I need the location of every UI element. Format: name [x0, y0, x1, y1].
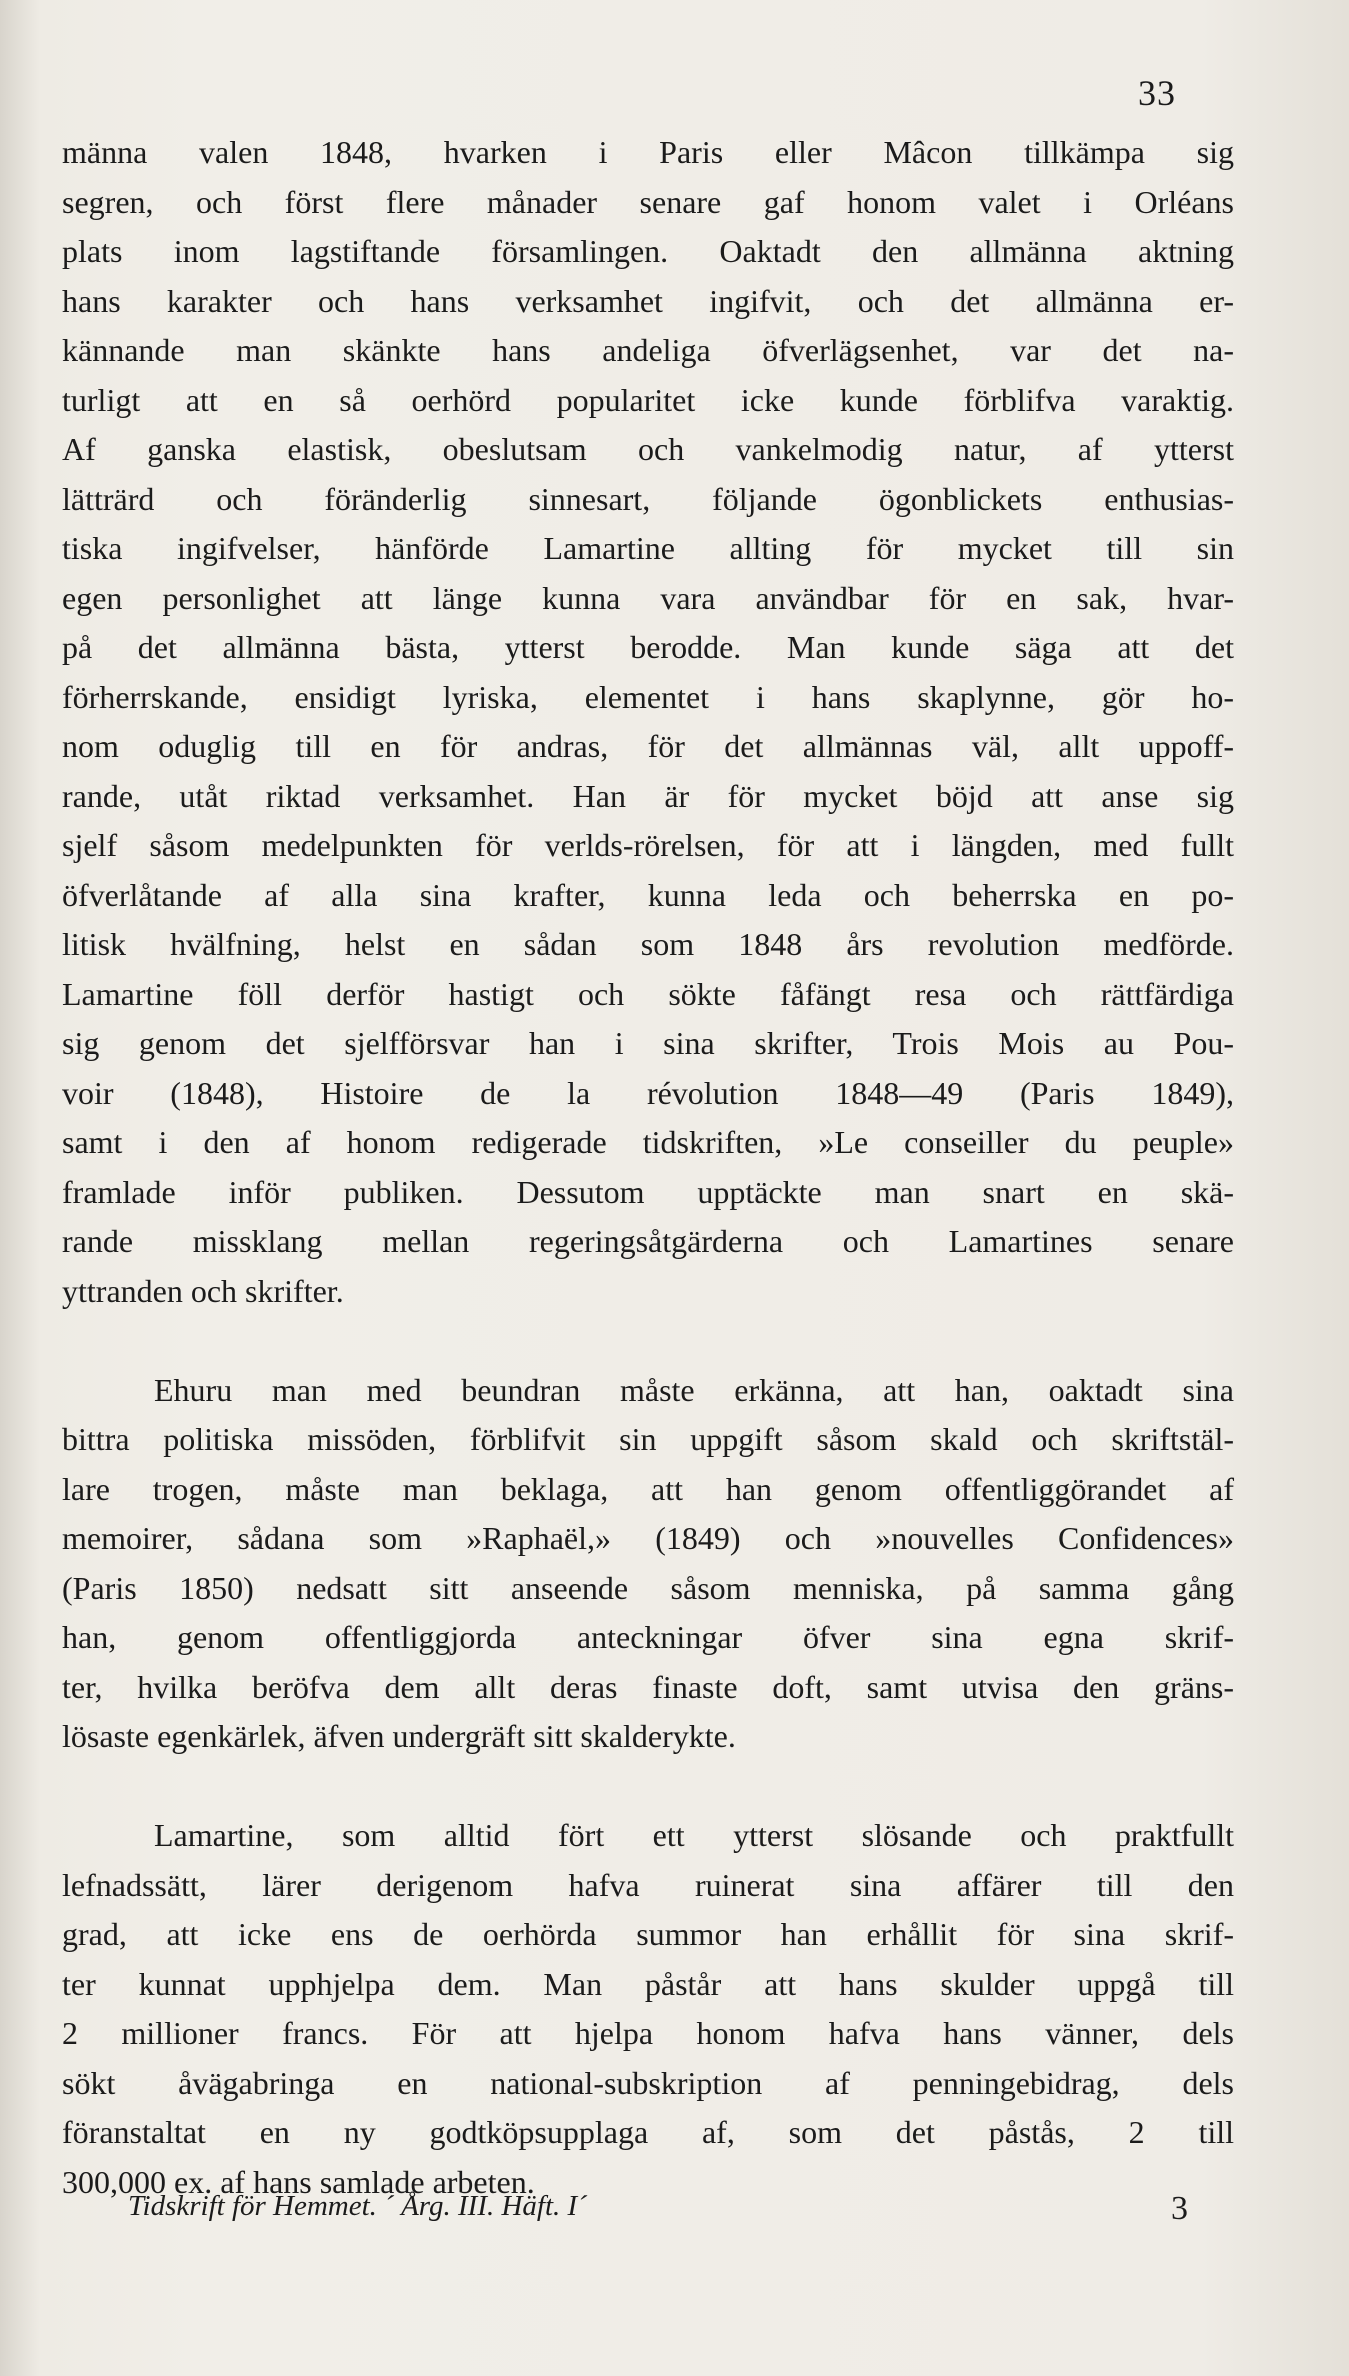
- text-line: männa valen 1848, hvarken i Paris eller Mâcon tillkämpa sig: [62, 134, 1234, 170]
- text-line: Lamartine föll derför hastigt och sökte fåfängt resa och rättfärdiga: [62, 975, 1234, 1012]
- text-line: rande missklang mellan regeringsåtgärderna och Lamartines senare: [62, 1223, 1234, 1259]
- text-line: Ehuru man med beundran måste erkänna, att han, oaktadt sina: [154, 1371, 1234, 1408]
- text-line: tiska ingifvelser, hänförde Lamartine allting för mycket till sin: [62, 530, 1234, 566]
- text-line: voir (1848), Histoire de la révolution 1848—49 (Paris 1849),: [62, 1074, 1234, 1111]
- text-line: memoirer, sådana som »Raphaël,» (1849) och »nouvelles Confidences»: [62, 1520, 1234, 1556]
- text-line: han, genom offentliggjorda anteckningar öfver sina egna skrif-: [62, 1619, 1234, 1655]
- text-line: framlade inför publiken. Dessutom upptäckte man snart en skä-: [62, 1173, 1234, 1210]
- text-line: föranstaltat en ny godtköpsupplaga af, som det påstås, 2 till: [62, 2114, 1234, 2150]
- page-number: 33: [1138, 73, 1176, 113]
- text-line: litisk hvälfning, helst en sådan som 1848 års revolution medförde.: [62, 926, 1234, 962]
- paragraph-3: [62, 1811, 1234, 2207]
- text-line: 300,000 ex. af hans samlade arbeten.: [62, 2163, 535, 2200]
- body-text: [62, 128, 1234, 2207]
- journal-signature: Tidskrift för Hemmet. ´ Årg. III. Häft. I´: [128, 2190, 587, 2222]
- text-line: förherrskande, ensidigt lyriska, elementet i hans skaplynne, gör ho-: [62, 678, 1234, 715]
- text-line: ter kunnat upphjelpa dem. Man påstår att hans skulder uppgå till: [62, 1965, 1234, 2002]
- text-line: lösaste egenkärlek, äfven undergräft sitt skalderykte.: [62, 1718, 736, 1754]
- text-line: plats inom lagstiftande församlingen. Oaktadt den allmänna aktning: [62, 233, 1234, 269]
- text-line: hans karakter och hans verksamhet ingifvit, och det allmänna er-: [62, 282, 1234, 319]
- text-line: samt i den af honom redigerade tidskriften, »Le conseiller du peuple»: [62, 1124, 1234, 1160]
- text-line: öfverlåtande af alla sina krafter, kunna leda och beherrska en po-: [62, 876, 1234, 913]
- text-line: nom oduglig till en för andras, för det allmännas väl, allt uppoff-: [62, 728, 1234, 764]
- text-line: Lamartine, som alltid fört ett ytterst slösande och praktfullt: [154, 1817, 1234, 1853]
- text-line: bittra politiska missöden, förblifvit sin uppgift såsom skald och skriftstäl-: [62, 1421, 1234, 1457]
- text-line: lefnadssätt, lärer derigenom hafva ruinerat sina affärer till den: [62, 1866, 1234, 1903]
- text-line: sökt åvägabringa en national-subskription af penningebidrag, dels: [62, 2064, 1234, 2101]
- text-line: grad, att icke ens de oerhörda summor han erhållit för sina skrif-: [62, 1916, 1234, 1952]
- text-line: 2 millioner francs. För att hjelpa honom hafva hans vänner, dels: [62, 2015, 1234, 2051]
- text-line: sig genom det sjelfförsvar han i sina skrifter, Trois Mois au Pou-: [62, 1025, 1234, 1061]
- text-line: på det allmänna bästa, ytterst berodde. Man kunde säga att det: [62, 629, 1234, 665]
- paragraph-1: [62, 128, 1234, 1316]
- text-line: (Paris 1850) nedsatt sitt anseende såsom menniska, på samma gång: [62, 1569, 1234, 1606]
- footer-line: [128, 2190, 1188, 2228]
- text-line: yttranden och skrifter.: [62, 1272, 344, 1309]
- text-line: lätträrd och föränderlig sinnesart, följande ögonblickets enthusias-: [62, 480, 1234, 517]
- paragraph-2: [62, 1366, 1234, 1762]
- text-line: lare trogen, måste man beklaga, att han genom offentliggörandet af: [62, 1470, 1234, 1507]
- text-line: sjelf såsom medelpunkten för verlds-rörelsen, för att i längden, med fullt: [62, 827, 1234, 863]
- text-line: kännande man skänkte hans andeliga öfverlägsenhet, var det na-: [62, 332, 1234, 368]
- text-line: Af ganska elastisk, obeslutsam och vankelmodig natur, af ytterst: [62, 431, 1234, 467]
- text-line: ter, hvilka beröfva dem allt deras finaste doft, samt utvisa den gräns-: [62, 1668, 1234, 1705]
- text-line: rande, utåt riktad verksamhet. Han är för mycket böjd att anse sig: [62, 777, 1234, 814]
- sheet-signature: 3: [1171, 2190, 1188, 2227]
- text-line: turligt att en så oerhörd popularitet icke kunde förblifva varaktig.: [62, 381, 1234, 418]
- text-line: segren, och först flere månader senare gaf honom valet i Orléans: [62, 183, 1234, 220]
- text-line: egen personlighet att länge kunna vara användbar för en sak, hvar-: [62, 579, 1234, 616]
